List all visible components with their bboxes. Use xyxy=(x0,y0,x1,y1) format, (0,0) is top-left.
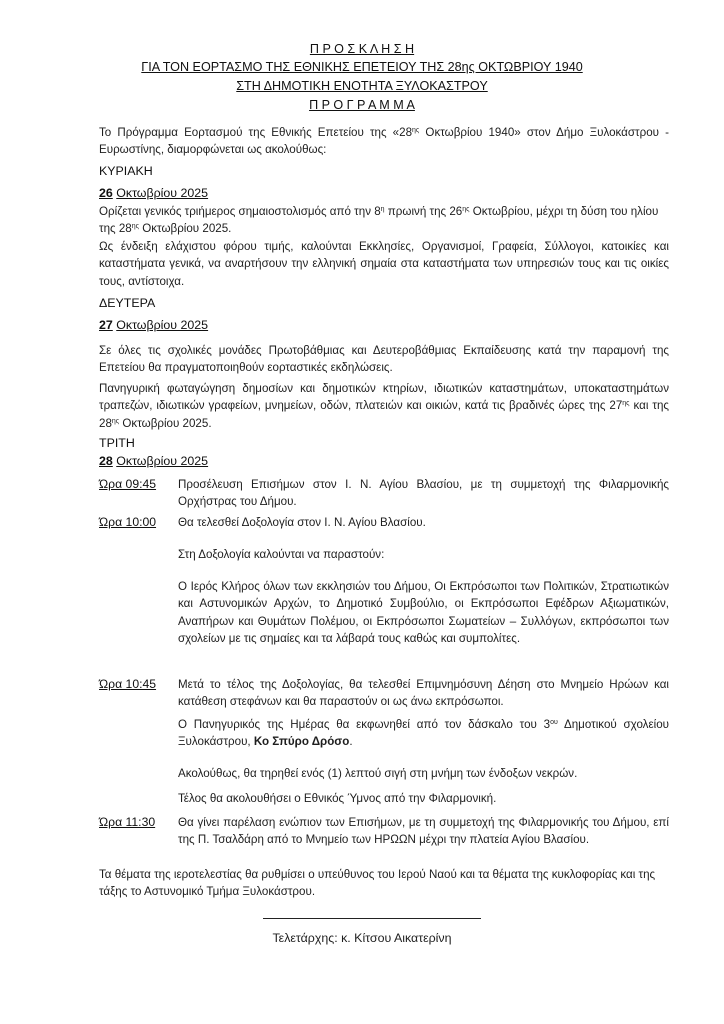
event-1045-silence: Ακολούθως, θα τηρηθεί ενός (1) λεπτού σιγή στη μνήμη των ένδοξων νεκρών. xyxy=(178,767,578,780)
event-time-1045: Ώρα 10:45 xyxy=(99,677,157,691)
day-tuesday: ΤΡΙΤΗ xyxy=(99,436,135,450)
monday-lighting-paragraph: Πανηγυρική φωταγώγηση δημοσίων και δημοτικών κτηρίων, ιδιωτικών καταστημάτων, υποκαταστημάτων τραπεζών, ιδιωτικών γραφείων, μνημείων, οδών, πλατειών και οικιών, κατά τις βραδινές ώρες της $27^{\eta\varsigma}$ και της $28^{\eta\varsigma}$ Οκτωβρίου 2025. xyxy=(99,382,669,430)
date-sunday: 26 Οκτωβρίου 2025 xyxy=(99,186,209,200)
signature-line xyxy=(263,918,481,919)
title-municipal-unit: ΣΤΗ ΔΗΜΟΤΙΚΗ ΕΝΟΤΗΤΑ ΞΥΛΟΚΑΣΤΡΟΥ xyxy=(236,79,488,93)
event-text-1045: Μετά το τέλος της Δοξολογίας, θα τελεσθεί Επιμνημόσυνη Δέηση στο Μνημείο Ηρώων και κατάθεση στεφάνων και θα παραστούν οι ως άνω εκπρόσωποι. xyxy=(178,678,669,709)
day-monday: ΔΕΥΤΕΡΑ xyxy=(99,296,156,310)
monday-schools-paragraph: Σε όλες τις σχολικές μονάδες Πρωτοβάθμιας και Δευτεροβάθμιας Εκπαίδευσης κατά την παραμονή της Επετείου θα πραγματοποιηθούν εορταστικές εκδηλώσεις. xyxy=(99,344,669,375)
event-1045-speech: Ο Πανηγυρικός της Ημέρας θα εκφωνηθεί από τον δάσκαλο του $3^{o\upsilon}$ Δημοτικού σχολείου Ξυλοκάστρου, Κο Σπύρο Δρόσο. xyxy=(178,718,669,749)
event-1000-invitees-list: Ο Ιερός Κλήρος όλων των εκκλησιών του Δήμου, Οι Εκπρόσωποι των Πολιτικών, Στρατιωτικών και Αστυνομικών Αρχών, το Δημοτικό Συμβούλιο, οι Εκπρόσωποι Εφέδρων Αξιωματικών, Αναπήρων και Θυμάτων Πολέμου, οι Εκπρόσωποι Σωματείων – Συλλόγων, εκπρόσωποι των σχολείων με τις σημαίες και τα λάβαρά τους καθώς και συμπολίτες. xyxy=(178,580,669,646)
closing-paragraph: Τα θέματα της ιεροτελεστίας θα ρυθμίσει ο υπεύθυνος του Ιερού Ναού και τα θέματα της κυκλοφορίας και της τάξης το Αστυνομικό Τμήμα Ξυλοκάστρου. xyxy=(99,868,656,899)
signature-name: Τελετάρχης: κ. Κίτσου Αικατερίνη xyxy=(272,931,452,945)
event-1000-invitees-label: Στη Δοξολογία καλούνται να παραστούν: xyxy=(178,548,385,561)
event-time-0945: Ώρα 09:45 xyxy=(99,477,157,491)
sunday-honor-paragraph: Ως ένδειξη ελάχιστου φόρου τιμής, καλούνται Εκκλησίες, Οργανισμοί, Γραφεία, Σύλλογοι, κατοικίες και καταστήματα γενικά, να αναρτήσουν την ελληνική σημαία στα καταστήματα των υπηρεσιών τους και τις οικίες τους, αντίστοιχα. xyxy=(99,240,669,288)
event-time-1000: Ώρα 10:00 xyxy=(99,515,157,529)
sunday-flag-paragraph: Ορίζεται γενικός τριήμερος σημαιοστολισμός από την $8^\eta$ πρωινή της $26^{\eta\varsigma}$ Οκτωβρίου, μέχρι τη δύση του ηλίου της $28^{\eta\varsigma}$ Οκτωβρίου 2025. xyxy=(99,205,659,236)
event-text-0945: Προσέλευση Επισήμων στον Ι. Ν. Αγίου Βλασίου, με τη συμμετοχή της Φιλαρμονικής Ορχήστρας του Δήμου. xyxy=(178,478,669,509)
date-monday: 27 Οκτωβρίου 2025 xyxy=(99,318,209,332)
event-text-1130: Θα γίνει παρέλαση ενώπιον των Επισήμων, με τη συμμετοχή της Φιλαρμονικής του Δήμου, επί της Π. Τσαλδάρη από το Μνημείο των ΗΡΩΩΝ μέχρι την πλατεία Αγίου Βλασίου. xyxy=(178,816,669,847)
event-text-1000: Θα τελεσθεί Δοξολογία στον Ι. Ν. Αγίου Βλασίου. xyxy=(178,516,426,529)
title-invitation: Π Ρ Ο Σ Κ Λ Η Σ Η xyxy=(309,42,415,56)
date-tuesday: 28 Οκτωβρίου 2025 xyxy=(99,454,209,468)
title-program: Π Ρ Ο Γ Ρ Α Μ Μ Α xyxy=(309,98,415,112)
event-1045-anthem: Τέλος θα ακολουθήσει ο Εθνικός Ύμνος από την Φιλαρμονική. xyxy=(178,792,497,805)
event-time-1130: Ώρα 11:30 xyxy=(99,815,156,829)
day-sunday: ΚΥΡΙΑΚΗ xyxy=(99,164,153,178)
intro-paragraph: Το Πρόγραμμα Εορτασμού της Εθνικής Επετείου της «$28^{\eta\varsigma}$ Οκτωβρίου 1940» στον Δήμο Ξυλοκάστρου - Ευρωστίνης, διαμορφώνεται ως ακολούθως: xyxy=(99,126,669,157)
title-celebration: ΓΙΑ ΤΟΝ ΕΟΡΤΑΣΜΟ ΤΗΣ ΕΘΝΙΚΗΣ ΕΠΕΤΕΙΟΥ ΤΗΣ 28ης ΟΚΤΩΒΡΙΟΥ 1940 xyxy=(141,60,583,74)
